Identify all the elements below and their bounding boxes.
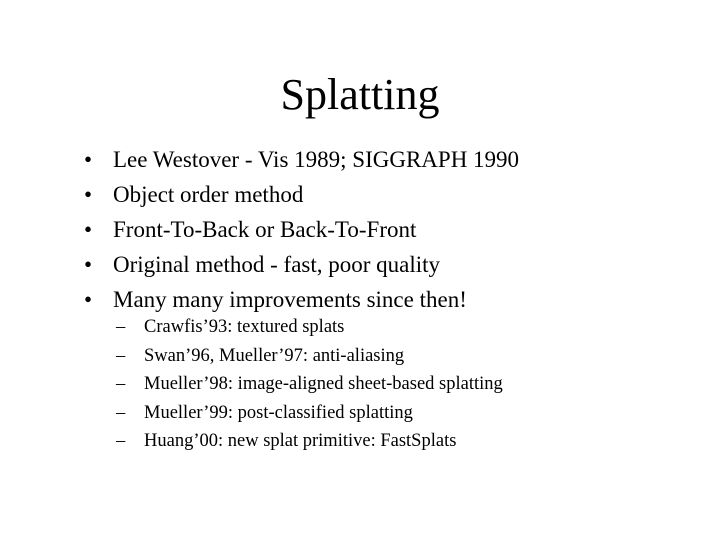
bullet-item [84,142,519,177]
dash-glyph: – [116,374,126,395]
dash-glyph: – [116,402,126,423]
bullet-glyph: • [84,182,93,207]
bullet-item [84,212,519,247]
bullet-text: Object order method [113,182,304,207]
bullet-text: Lee Westover - Vis 1989; SIGGRAPH 1990 [113,147,520,172]
bullet-list [84,142,519,317]
subbullet-text: Swan’96, Mueller’97: anti-aliasing [144,345,405,366]
bullet-glyph: • [84,287,93,312]
bullet-text: Front-To-Back or Back-To-Front [113,217,417,242]
dash-glyph: – [116,345,126,366]
bullet-text: Many many improvements since then! [113,287,467,312]
dash-glyph: – [116,317,126,337]
bullet-item [84,177,519,212]
subbullet-text: Mueller’98: image-aligned sheet-based splatting [144,374,503,395]
bullet-item [84,247,519,282]
bullet-text: Original method - fast, poor quality [113,252,441,277]
subbullet-item [116,313,503,342]
slide-title: Splatting [280,70,440,119]
subbullet-item [116,370,503,399]
bullet-glyph: • [84,147,93,172]
dash-glyph: – [116,431,126,452]
subbullet-item [116,342,503,371]
subbullet-text: Crawfis’93: textured splats [144,317,345,337]
subbullet-item [116,427,503,456]
bullet-item [84,282,519,317]
bullet-glyph: • [84,217,93,242]
bullet-glyph: • [84,252,93,277]
subbullet-text: Huang’00: new splat primitive: FastSplats [144,431,457,452]
subbullet-item [116,399,503,428]
subbullet-list [116,313,503,456]
subbullet-text: Mueller’99: post-classified splatting [144,402,413,423]
